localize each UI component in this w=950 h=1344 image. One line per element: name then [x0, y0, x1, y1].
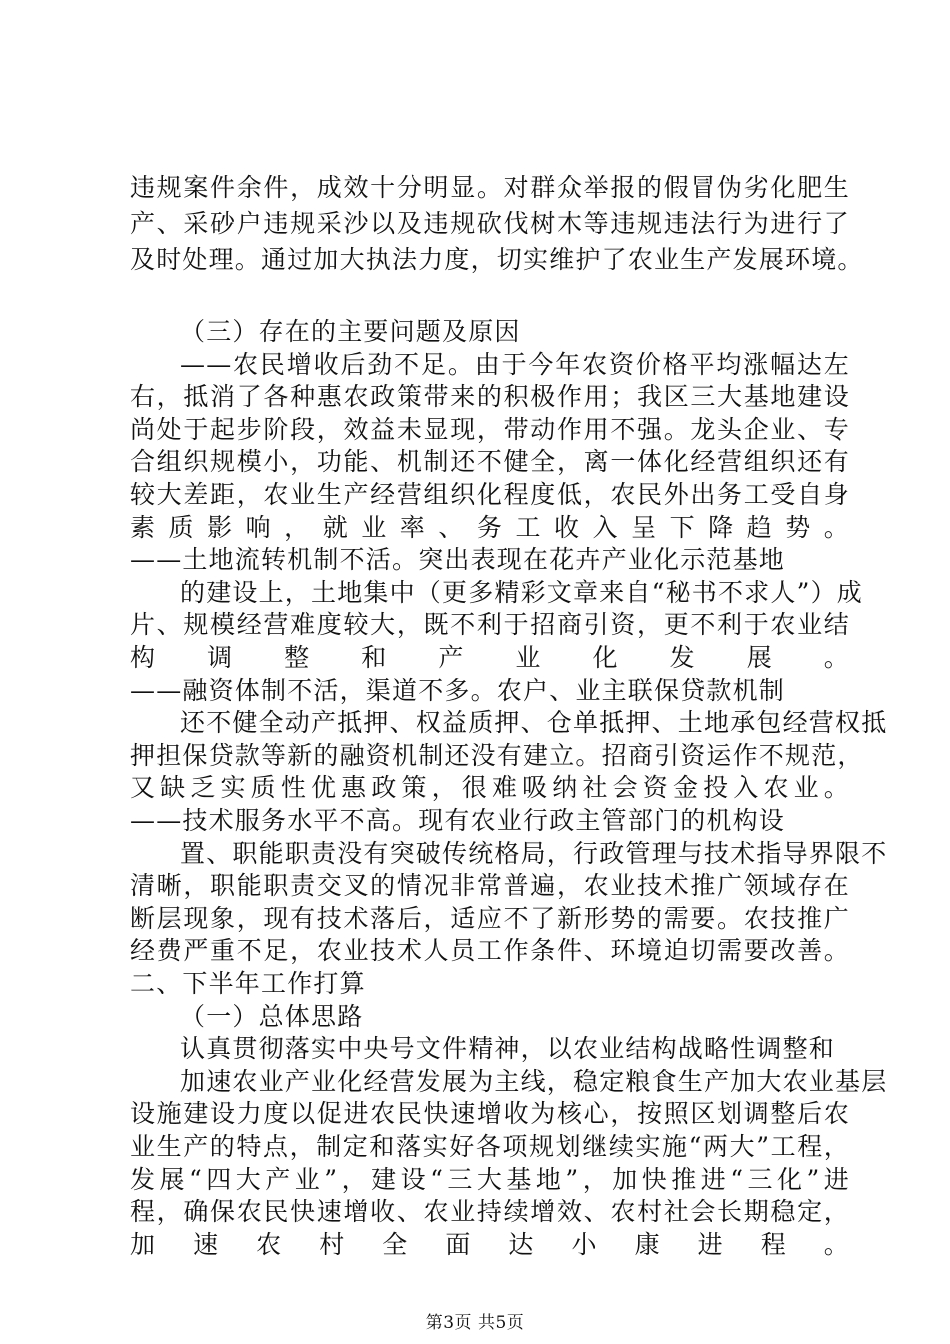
text-line: 发展“四大产业”，建设“三大基地”，加快推进“三化”进 [130, 1164, 850, 1194]
page-footer: 第3页 共5页 [425, 1313, 525, 1333]
text-line: 置、职能职责没有突破传统格局，行政管理与技术指导界限不 [180, 838, 888, 868]
text-line: 加速农村全面达小康进程。 [130, 1229, 850, 1259]
text-line: 押担保贷款等新的融资机制还没有建立。招商引资运作不规范， [130, 740, 864, 770]
text-line: 业生产的特点，制定和落实好各项规划继续实施“两大”工程， [130, 1132, 850, 1161]
text-line: 断层现象，现有技术落后，适应不了新形势的需要。农技推广 [130, 903, 850, 933]
text-line: 及时处理。通过加大执法力度，切实维护了农业生产发展环境。 [130, 245, 864, 274]
text-line: 又缺乏实质性优惠政策，很难吸纳社会资金投入农业。 [130, 773, 850, 803]
section-heading: （一）总体思路 [180, 1001, 364, 1031]
text-line: 尚处于起步阶段，效益未显现，带动作用不强。龙头企业、专 [130, 414, 850, 444]
text-line: ——融资体制不活，渠道不多。农户、业主联保贷款机制 [130, 675, 786, 705]
text-line: 二、下半年工作打算 [130, 969, 366, 998]
text-line: 较大差距，农业生产经营组织化程度低，农民外出务工受自身 [130, 480, 850, 509]
text-line: ——农民增收后劲不足。由于今年农资价格平均涨幅达左 [180, 349, 850, 379]
text-line: 右，抵消了各种惠农政策带来的积极作用；我区三大基地建设 [130, 382, 850, 412]
text-line: 构调整和产业化发展。 [130, 643, 850, 672]
text-line: 片、规模经营难度较大，既不利于招商引资，更不利于农业结 [130, 610, 850, 640]
section-heading: （三）存在的主要问题及原因 [180, 317, 521, 346]
subsection-heading: 认真贯彻落实中央号文件精神，以农业结构战略性调整和 [180, 1034, 836, 1064]
text-line: ——技术服务水平不高。现有农业行政主管部门的机构设 [130, 806, 786, 835]
text-line: 的建设上，土地集中（更多精彩文章来自“秘书不求人”）成 [180, 577, 863, 607]
text-line: 产、采砂户违规采沙以及违规砍伐树木等违规违法行为进行了 [130, 209, 850, 238]
text-line: 素质影响，就业率、务工收入呈下降趋势。 [130, 512, 850, 542]
text-line: 加速农业产业化经营发展为主线，稳定粮食生产加大农业基层 [180, 1066, 888, 1096]
text-line: 违规案件余件，成效十分明显。对群众举报的假冒伪劣化肥生 [130, 173, 850, 202]
text-line: 经费严重不足，农业技术人员工作条件、环境迫切需要改善。 [130, 936, 850, 966]
text-line: 程，确保农民快速增收、农业持续增效、农村社会长期稳定， [130, 1197, 850, 1227]
text-line: 设施建设力度以促进农民快速增收为核心，按照区划调整后农 [130, 1099, 850, 1129]
text-line: ——土地流转机制不活。突出表现在花卉产业化示范基地 [130, 545, 786, 575]
text-line: 清晰，职能职责交叉的情况非常普遍，农业技术推广领域存在 [130, 871, 850, 901]
text-line: 合组织规模小，功能、机制还不健全，离一体化经营组织还有 [130, 447, 850, 477]
text-line: 还不健全动产抵押、权益质押、仓单抵押、土地承包经营权抵 [180, 708, 888, 738]
